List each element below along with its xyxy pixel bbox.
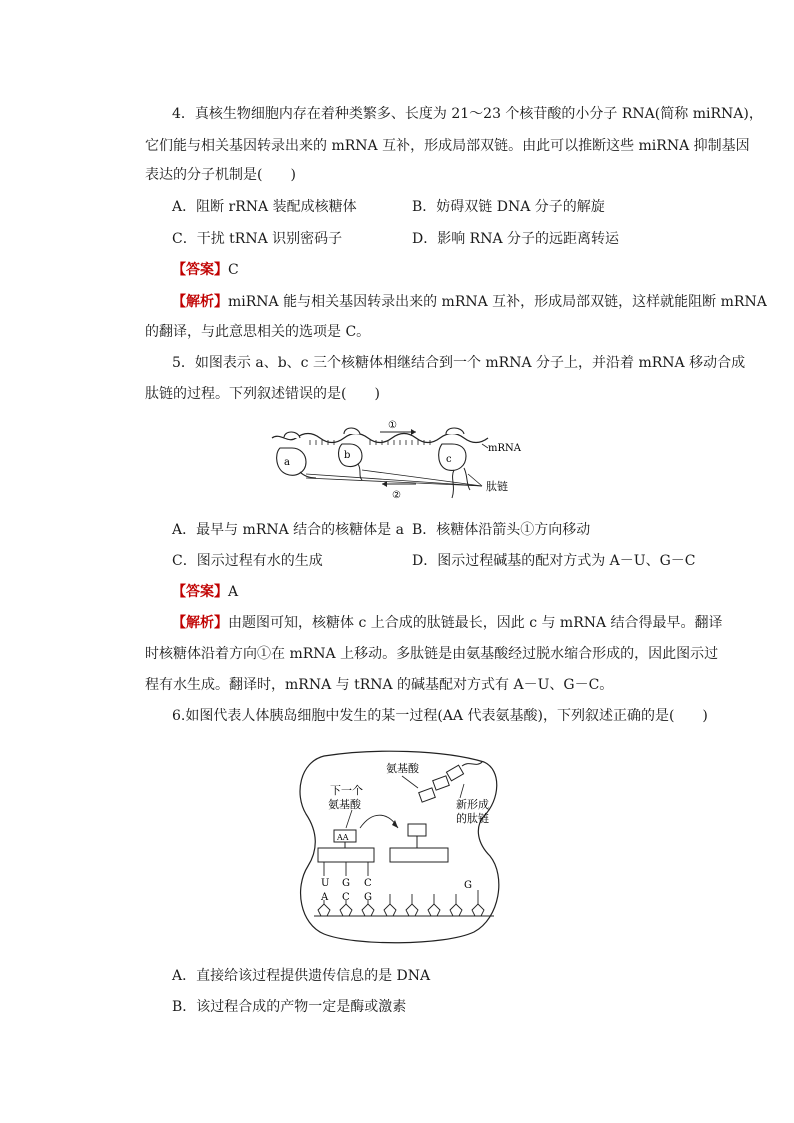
- ribosome-a: [277, 432, 306, 475]
- base-top-1: U: [321, 878, 330, 889]
- peptide-chain-a: [300, 472, 316, 478]
- label-b: b: [344, 450, 351, 461]
- label-new2: 的肽链: [456, 812, 489, 825]
- nucleotides: [318, 904, 484, 916]
- base-top-2: G: [342, 878, 350, 889]
- label-a: a: [284, 457, 290, 468]
- q5-stem-line1: 5．如图表示 a、b、c 三个核糖体相继结合到一个 mRNA 分子上，并沿着 mRNA 移动合成: [172, 355, 746, 371]
- q5-stem-line2: 肽链的过程。下列叙述错误的是( ): [145, 386, 380, 402]
- analysis-text: miRNA 能与相关基因转录出来的 mRNA 互补，形成局部双链，这样就能阻断 mRNA: [228, 294, 767, 310]
- q4-stem-line3: 表达的分子机制是( ): [145, 167, 296, 183]
- q6-option-a: A．直接给该过程提供遗传信息的是 DNA: [172, 968, 431, 984]
- q5-analysis-line3: 程有水生成。翻译时，mRNA 与 tRNA 的碱基配对方式有 A－U、G－C。: [145, 677, 614, 693]
- analysis-text: 由题图可知，核糖体 c 上合成的肽链最长，因此 c 与 mRNA 结合得最早。翻译: [228, 615, 723, 631]
- q4-stem-line2: 它们能与相关基因转录出来的 mRNA 互补，形成局部双链。由此可以推断这些 miRNA 抑制基因: [145, 138, 750, 154]
- q4-option-a: A．阻断 rRNA 装配成核糖体: [172, 199, 357, 215]
- q4-option-b: B．妨碍双链 DNA 分子的解旋: [412, 199, 605, 215]
- analysis-tag: 【解析】: [172, 294, 228, 310]
- base-right: G: [464, 880, 472, 891]
- ribosome-c: [439, 428, 466, 470]
- base-bottom-2: C: [342, 892, 350, 903]
- label-arrow1: ①: [388, 420, 397, 431]
- q5-option-c: C．图示过程有水的生成: [172, 553, 323, 569]
- answer-tag: 【答案】: [172, 262, 228, 278]
- analysis-tag: 【解析】: [172, 615, 228, 631]
- q4-option-c: C．干扰 tRNA 识别密码子: [172, 231, 343, 247]
- mrna-strand: [272, 434, 488, 443]
- label-amino-acid: 氨基酸: [386, 762, 419, 775]
- q5-option-a: A．最早与 mRNA 结合的核糖体是 a: [172, 522, 404, 538]
- q4-analysis-line2: 的翻译，与此意思相关的选项是 C。: [145, 324, 371, 340]
- label-next2: 氨基酸: [328, 798, 361, 811]
- q5-option-d: D．图示过程碱基的配对方式为 A－U、G－C: [412, 553, 696, 569]
- q4-option-d: D．影响 RNA 分子的远距离转运: [412, 231, 620, 247]
- cell-membrane: [300, 751, 499, 943]
- q5-analysis-line2: 时核糖体沿着方向①在 mRNA 上移动。多肽链是由氨基酸经过脱水缩合形成的，因此图示过: [145, 646, 719, 662]
- base-top-3: C: [364, 878, 372, 889]
- label-aa-left: AA: [337, 833, 349, 842]
- codon-ticks: [310, 440, 430, 445]
- base-bottom-3: G: [364, 892, 372, 903]
- answer-tag: 【答案】: [172, 584, 228, 600]
- q4-stem-line1: 4．真核生物细胞内存在着种类繁多、长度为 21～23 个核苷酸的小分子 RNA(简称 miRNA)，: [172, 106, 763, 122]
- q6-option-b: B．该过程合成的产物一定是酶或激素: [172, 999, 407, 1015]
- ribosome-translation-figure: [270, 418, 530, 502]
- q5-option-b: B．核糖体沿箭头①方向移动: [412, 522, 591, 538]
- trna-left: [318, 848, 374, 862]
- base-bottom-1: A: [321, 892, 329, 903]
- label-mrna: mRNA: [488, 443, 521, 454]
- label-new1: 新形成: [456, 798, 489, 811]
- trna-right: [390, 848, 448, 862]
- label-peptide: 肽链: [486, 480, 508, 493]
- q6-stem-line1: 6.如图代表人体胰岛细胞中发生的某一过程(AA 代表氨基酸)，下列叙述正确的是( ): [172, 708, 708, 724]
- translation-cell-figure: [294, 748, 506, 948]
- answer-value: A: [228, 584, 239, 600]
- label-arrow2: ②: [392, 490, 401, 501]
- q4-analysis-line1: [172, 292, 767, 312]
- label-next1: 下一个: [330, 784, 363, 797]
- q5-analysis-line1: [172, 613, 723, 633]
- q4-answer: [172, 260, 239, 280]
- label-c: c: [446, 454, 452, 465]
- answer-value: C: [228, 262, 239, 278]
- q5-answer: [172, 582, 238, 602]
